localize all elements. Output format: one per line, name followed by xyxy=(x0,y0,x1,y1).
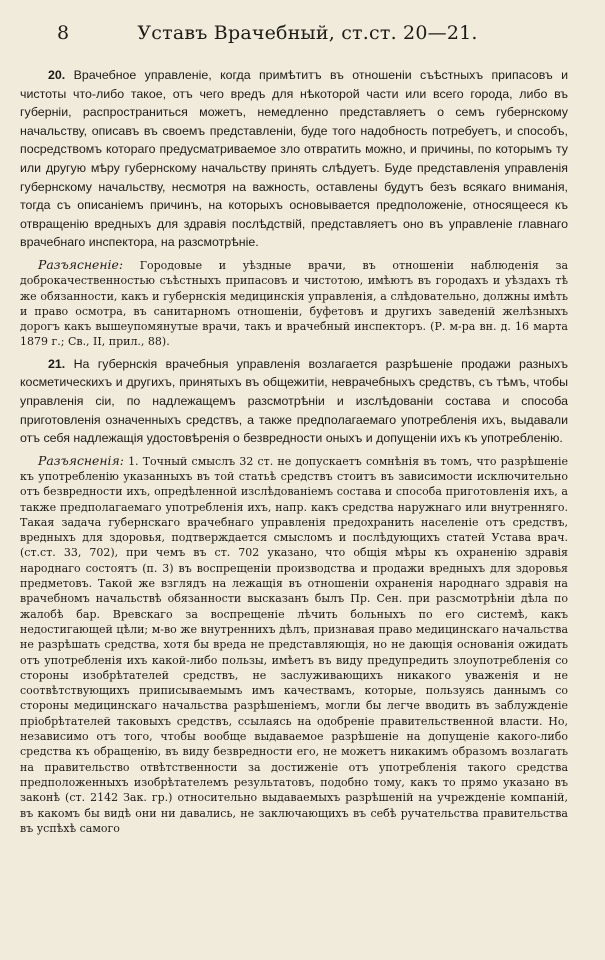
running-title: Уставъ Врачебный, ст.ст. 20—21. xyxy=(137,22,478,44)
article-21-number: 21. xyxy=(48,356,66,371)
explanation-21-text: 1. Точный смыслъ 32 ст. не допускаетъ сомнѣнія въ томъ, что разрѣшеніе къ употребленію указанныхъ въ той статьѣ средствъ стоитъ въ зависимости исключительно отъ безвредности ихъ, опредѣленной изслѣдованіемъ состава и способа приготовленія ихъ, а также предполагаемаго употребленія ихъ, напр. какъ средства наружнаго или внутренняго. Такая задача губернскаго врачебнаго управленія предохранить населеніе отъ средствъ, вредныхъ для здоровья, подтверждается смысломъ и послѣдующихъ статей Устава врач. (ст.ст. 33, 702), при чемъ въ ст. 702 указано, что общія мѣры къ охраненію здравія народнаго состоятъ (п. 3) въ воспрещеніи производства и продажи вредныхъ для здоровья предметовъ. Такой же взглядъ на лежащія въ отношеніи охраненія народнаго здравія на врачебномъ начальствѣ обязанности высказанъ былъ Пр. Сен. при разсмотрѣніи дѣла по жалобѣ бар. Вревскаго за воспрещеніе лѣчить больныхъ по его системѣ, какъ недостигающей цѣли; м-во же внутреннихъ дѣлъ, признавая право медицинскаго начальства не разрѣшать средства, хотя бы вреда не представляющія, но не дающія основанія ожидать отъ употребленія ихъ какой-либо пользы, имѣетъ въ виду предупредить злоупотребленія со стороны изобрѣтателей средствъ, не заслуживающихъ никакого уваженія и не соотвѣтствующихъ приписываемымъ имъ качествамъ, которые, пользуясь даннымъ со стороны медицинскаго начальства разрѣшеніемъ, могли бы легче вводить въ заблужденіе пріобрѣтателей таковыхъ средствъ, ссылаясь на одобреніе правительственной власти. Но, независимо отъ того, чтобы вообще выдаваемое разрѣшеніе на допущеніе какого-либо средства къ обращенію, въ виду безвредности его, не можетъ никакимъ образомъ возлагать на правительство отвѣтственности за достиженіе отъ употребленія такого средства предположенныхъ изобрѣтателемъ результатовъ, подобно тому, какъ то прямо указано въ законѣ (ст. 2142 Зак. гр.) относительно выдаваемыхъ разрѣшеній на учрежденіе компаній, въ какомъ бы видѣ они ни давались, не заключающихъ въ себѣ ручательства правительства въ успѣхѣ самого xyxy=(20,454,568,835)
explanation-20-label: Разъясненіе: xyxy=(38,256,124,272)
article-21-text: На губернскія врачебныя управленія возлагается разрѣшеніе продажи разныхъ косметическихъ и другихъ, принятыхъ въ общежитіи, неврачебныхъ средствъ, съ тѣмъ, чтобы управленія сіи, по надлежащемъ разсмотрѣніи и изслѣдованіи состава и способа приготовленія означенныхъ средствъ, а также предполагаемаго употребленія ихъ, выдавали отъ себя надлежащія удостовѣренія о безвредности оныхъ и допущеніи ихъ къ употребленію. xyxy=(20,356,568,446)
article-20 xyxy=(20,66,568,252)
explanation-20 xyxy=(20,257,568,350)
explanation-21 xyxy=(20,453,568,836)
article-21 xyxy=(20,355,568,448)
explanation-20-text: Городовые и уѣздные врачи, въ отношеніи наблюденія за доброкачественностью съѣстныхъ припасовъ и чистотою, имѣютъ въ городахъ и уѣздахъ тѣ же обязанности, какъ и губернскія медицинскія управленія, а слѣдовательно, должны имѣть и право осмотра, въ санитарномъ отношеніи, буфетовъ и другихъ заведеній желѣзныхъ дорогъ какъ вышеупомянутые врачи, такъ и врачебный инспекторъ. (Р. м-ра вн. д. 16 марта 1879 г.; Св., II, прил., 88). xyxy=(20,258,569,349)
explanation-21-label: Разъясненія: xyxy=(38,452,124,468)
article-20-number: 20. xyxy=(48,68,66,82)
page-header xyxy=(37,0,578,46)
body-text xyxy=(20,66,568,836)
page-number: 8 xyxy=(57,22,70,44)
article-20-text: Врачебное управленіе, когда примѣтитъ въ отношеніи съѣстныхъ припасовъ и чистоты что-либо такое, отъ чего вредъ для нѣкоторой части или всего города, либо въ губерніи, распространиться можетъ, немедленно представляетъ о семъ губернскому начальству, описавъ въ своемъ представленіи, буде того надобность потребуетъ, и способъ, посредствомъ котораго предусматриваемое зло отвратить можно, и причины, по которымъ ту или другую мѣру губернскому начальству принять слѣдуетъ. Буде представленія управленія губернскому начальству, несмотря на важность, оставлены будутъ безъ всякаго вниманія, тогда съ описаніемъ причинъ, на которыхъ основывается предположеніе, относящееся къ отвращенію вредныхъ для здравія послѣдствій, представляетъ оно въ управленіе главнаго врачебнаго инспектора, на разсмотрѣніе. xyxy=(20,68,568,250)
